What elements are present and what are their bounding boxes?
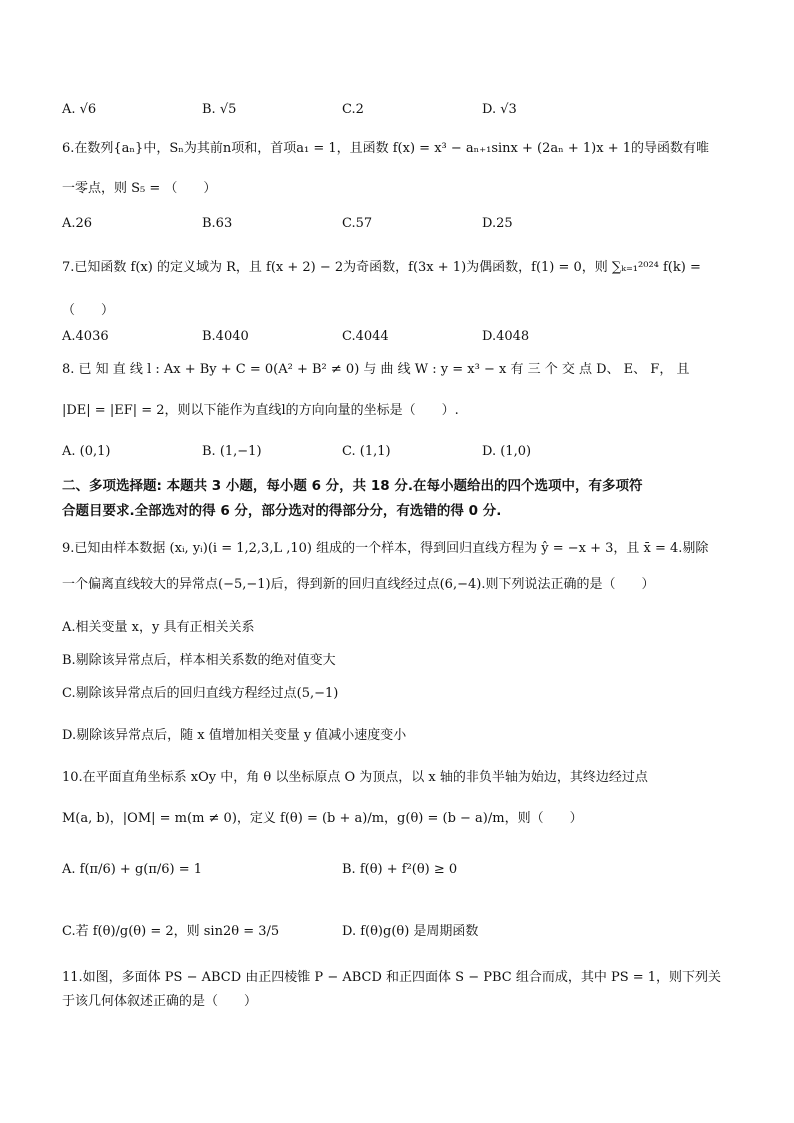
q6-stem-line1: 6.在数列{aₙ}中，Sₙ为其前n项和，首项a₁ = 1，且函数 f(x) = x³ − aₙ₊₁sinx + (2aₙ + 1)x + 1的导函数有唯 [62, 141, 710, 156]
q10-option-c: C.若 f(θ)/g(θ) = 2，则 sin2θ = 3/5 [62, 924, 280, 939]
q9-option-a: A.相关变量 x，y 具有正相关关系 [62, 620, 255, 635]
q9-option-d: D.剔除该异常点后，随 x 值增加相关变量 y 值减小速度变小 [62, 728, 407, 743]
q5-option-a: A. √6 [62, 102, 97, 117]
q7-option-d: D.4048 [482, 329, 530, 344]
q8-option-c: C. (1,1) [342, 444, 391, 459]
q6-option-a: A.26 [62, 216, 93, 231]
q10-option-d: D. f(θ)g(θ) 是周期函数 [342, 924, 479, 939]
q6-option-c: C.57 [342, 216, 373, 231]
q10-stem-line2: M(a, b)，|OM| = m(m ≠ 0)，定义 f(θ) = (b + a)/m，g(θ) = (b − a)/m，则（ ） [62, 811, 583, 826]
q8-option-d: D. (1,0) [482, 444, 532, 459]
q10-option-b: B. f(θ) + f²(θ) ≥ 0 [342, 862, 458, 877]
q5-option-d: D. √3 [482, 102, 517, 117]
q6-option-d: D.25 [482, 216, 513, 231]
q8-stem-line2: |DE| = |EF| = 2，则以下能作为直线l的方向向量的坐标是（ ）. [62, 403, 459, 418]
q7-option-c: C.4044 [342, 329, 389, 344]
q10-option-a: A. f(π/6) + g(π/6) = 1 [62, 862, 203, 877]
q5-option-b: B. √5 [202, 102, 237, 117]
section2-heading-line2: 合题目要求.全部选对的得 6 分，部分选对的得部分分，有选错的得 0 分. [62, 503, 502, 519]
q7-stem-line2: （ ） [62, 303, 115, 318]
q6-stem-line2: 一零点，则 S₅ = （ ） [62, 181, 217, 196]
q9-option-b: B.剔除该异常点后，样本相关系数的绝对值变大 [62, 653, 336, 668]
q9-option-c: C.剔除该异常点后的回归直线方程经过点(5,−1) [62, 686, 339, 701]
q9-stem-line2: 一个偏离直线较大的异常点(−5,−1)后，得到新的回归直线经过点(6,−4).则下列说法正确的是（ ） [62, 577, 655, 592]
q6-option-b: B.63 [202, 216, 233, 231]
q11-stem-line1: 11.如图，多面体 PS − ABCD 由正四棱锥 P − ABCD 和正四面体 S − PBC 组合而成，其中 PS = 1，则下列关 [62, 970, 722, 985]
section2-heading-line1: 二、多项选择题: 本题共 3 小题，每小题 6 分，共 18 分.在每小题给出的四个选项中，有多项符 [62, 478, 643, 494]
q10-stem-line1: 10.在平面直角坐标系 xOy 中，角 θ 以坐标原点 O 为顶点，以 x 轴的非负半轴为始边，其终边经过点 [62, 770, 648, 785]
q7-option-b: B.4040 [202, 329, 249, 344]
q5-option-c: C.2 [342, 102, 364, 117]
q8-stem-line1: 8. 已 知 直 线 l : Ax + By + C = 0(A² + B² ≠ 0) 与 曲 线 W : y = x³ − x 有 三 个 交 点 D、 E、 F， 且 [62, 362, 690, 377]
q8-option-b: B. (1,−1) [202, 444, 262, 459]
q7-stem-line1: 7.已知函数 f(x) 的定义域为 R，且 f(x + 2) − 2为奇函数，f(3x + 1)为偶函数，f(1) = 0，则 ∑ₖ₌₁²⁰²⁴ f(k) = [62, 260, 701, 275]
q8-option-a: A. (0,1) [62, 444, 111, 459]
q11-stem-line2: 于该几何体叙述正确的是（ ） [62, 994, 258, 1009]
q7-option-a: A.4036 [62, 329, 109, 344]
q9-stem-line1: 9.已知由样本数据 (xᵢ, yᵢ)(i = 1,2,3,L ,10) 组成的一个样本，得到回归直线方程为 ŷ = −x + 3，且 x̄ = 4.剔除 [62, 541, 709, 556]
